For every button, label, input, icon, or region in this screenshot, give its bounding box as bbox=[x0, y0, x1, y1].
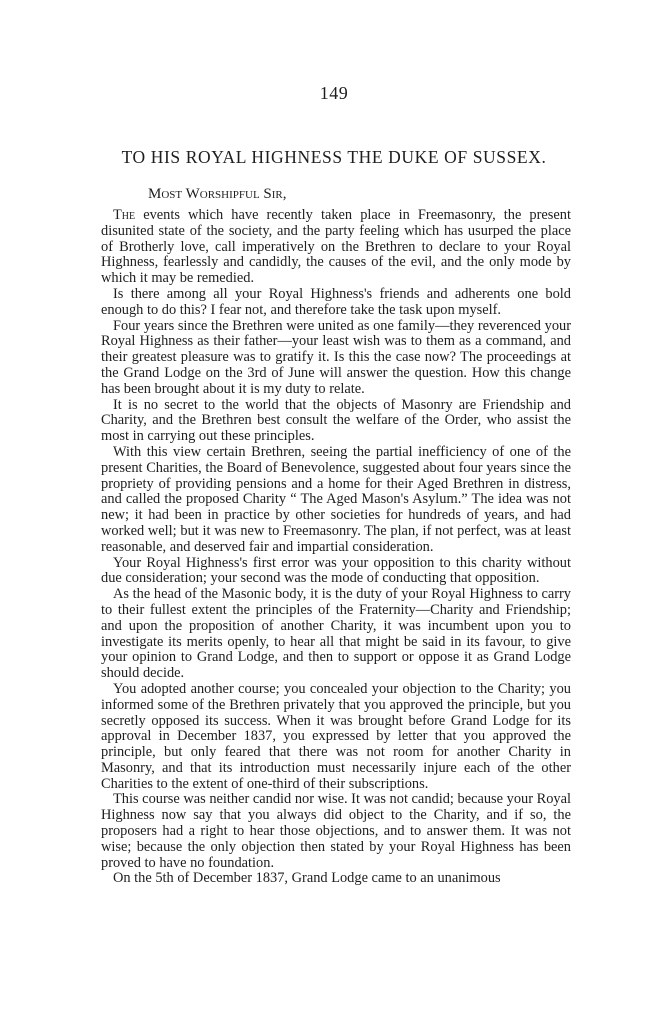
page-number: 149 bbox=[319, 83, 349, 103]
paragraph: Your Royal Highness's first error was your opposition to this charity without due consideration; your second was the mode of conducting that opposition. bbox=[101, 554, 571, 587]
letter-body bbox=[101, 208, 571, 887]
paragraph: You adopted another course; you concealed your objection to the Charity; you informed some of the Brethren privately that you approved the principle, but you secretly opposed its success. When it was brought before Grand Lodge for its approval in December 1837, you expressed by letter that you approved the principle, but only feared that there was not room for another Charity in Masonry, and that its introduction must necessarily injure each of the other Charities to the extent of one-third of their subscriptions. bbox=[101, 680, 571, 792]
paragraph bbox=[101, 208, 571, 287]
paragraph-text: events which have recently taken place in Freemasonry, the present disunited state of the society, and the party feeling which has usurped the place of Brotherly love, call imperatively on the Brethren to declare to your Royal Highness, fearlessly and candidly, the causes of the evil, and the only mode by which it may be remedied. bbox=[101, 207, 571, 287]
paragraph: On the 5th of December 1837, Grand Lodge came to an unanimous bbox=[113, 870, 501, 887]
page-title: TO HIS ROYAL HIGHNESS THE DUKE OF SUSSEX. bbox=[121, 147, 547, 167]
paragraph: Four years since the Brethren were united as one family—they reverenced your Royal Highness as their father—your least wish was to them as a command, and their greatest pleasure was to gratify it. Is this the case now? The proceedings at the Grand Lodge on the 3rd of June will answer the question. How this change has been brought about it is my duty to relate. bbox=[101, 317, 571, 397]
paragraph: As the head of the Masonic body, it is the duty of your Royal Highness to carry to their fullest extent the principles of the Fraternity—Charity and Friendship; and upon the proposition of another Charity, it was incumbent upon you to investigate its merits openly, to hear all that might be said in its favour, to give your opinion to Grand Lodge, and then to support or oppose it as Grand Lodge should decide. bbox=[101, 586, 571, 682]
salutation: Most Worshipful Sir, bbox=[148, 186, 287, 202]
paragraph: With this view certain Brethren, seeing the partial inefficiency of one of the present Charities, the Board of Benevolence, suggested about four years since the propriety of providing pensions and a home for their Aged Brethren in distress, and called the proposed Charity “ The Aged Mason's Asylum.” The idea was not new; it had been in practice by other societies for hundreds of years, and had worked well; but it was new to Freemasonry. The plan, if not perfect, was at least reasonable, and deserved fair and impartial consideration. bbox=[101, 443, 571, 555]
paragraph: It is no secret to the world that the objects of Masonry are Friendship and Charity, and the Brethren best consult the welfare of the Order, who assist the most in carrying out these principles. bbox=[101, 396, 571, 445]
paragraph: Is there among all your Royal Highness's friends and adherents one bold enough to do this? I fear not, and therefore take the task upon myself. bbox=[101, 285, 571, 318]
paragraph: This course was neither candid nor wise. It was not candid; because your Royal Highness now say that you always did object to the Charity, and if so, the proposers had a right to hear those objections, and to answer them. It was not wise; because the only objection then stated by your Royal Highness has been proved to have no foundation. bbox=[101, 791, 571, 871]
paragraph-lead-word: The bbox=[113, 207, 136, 223]
